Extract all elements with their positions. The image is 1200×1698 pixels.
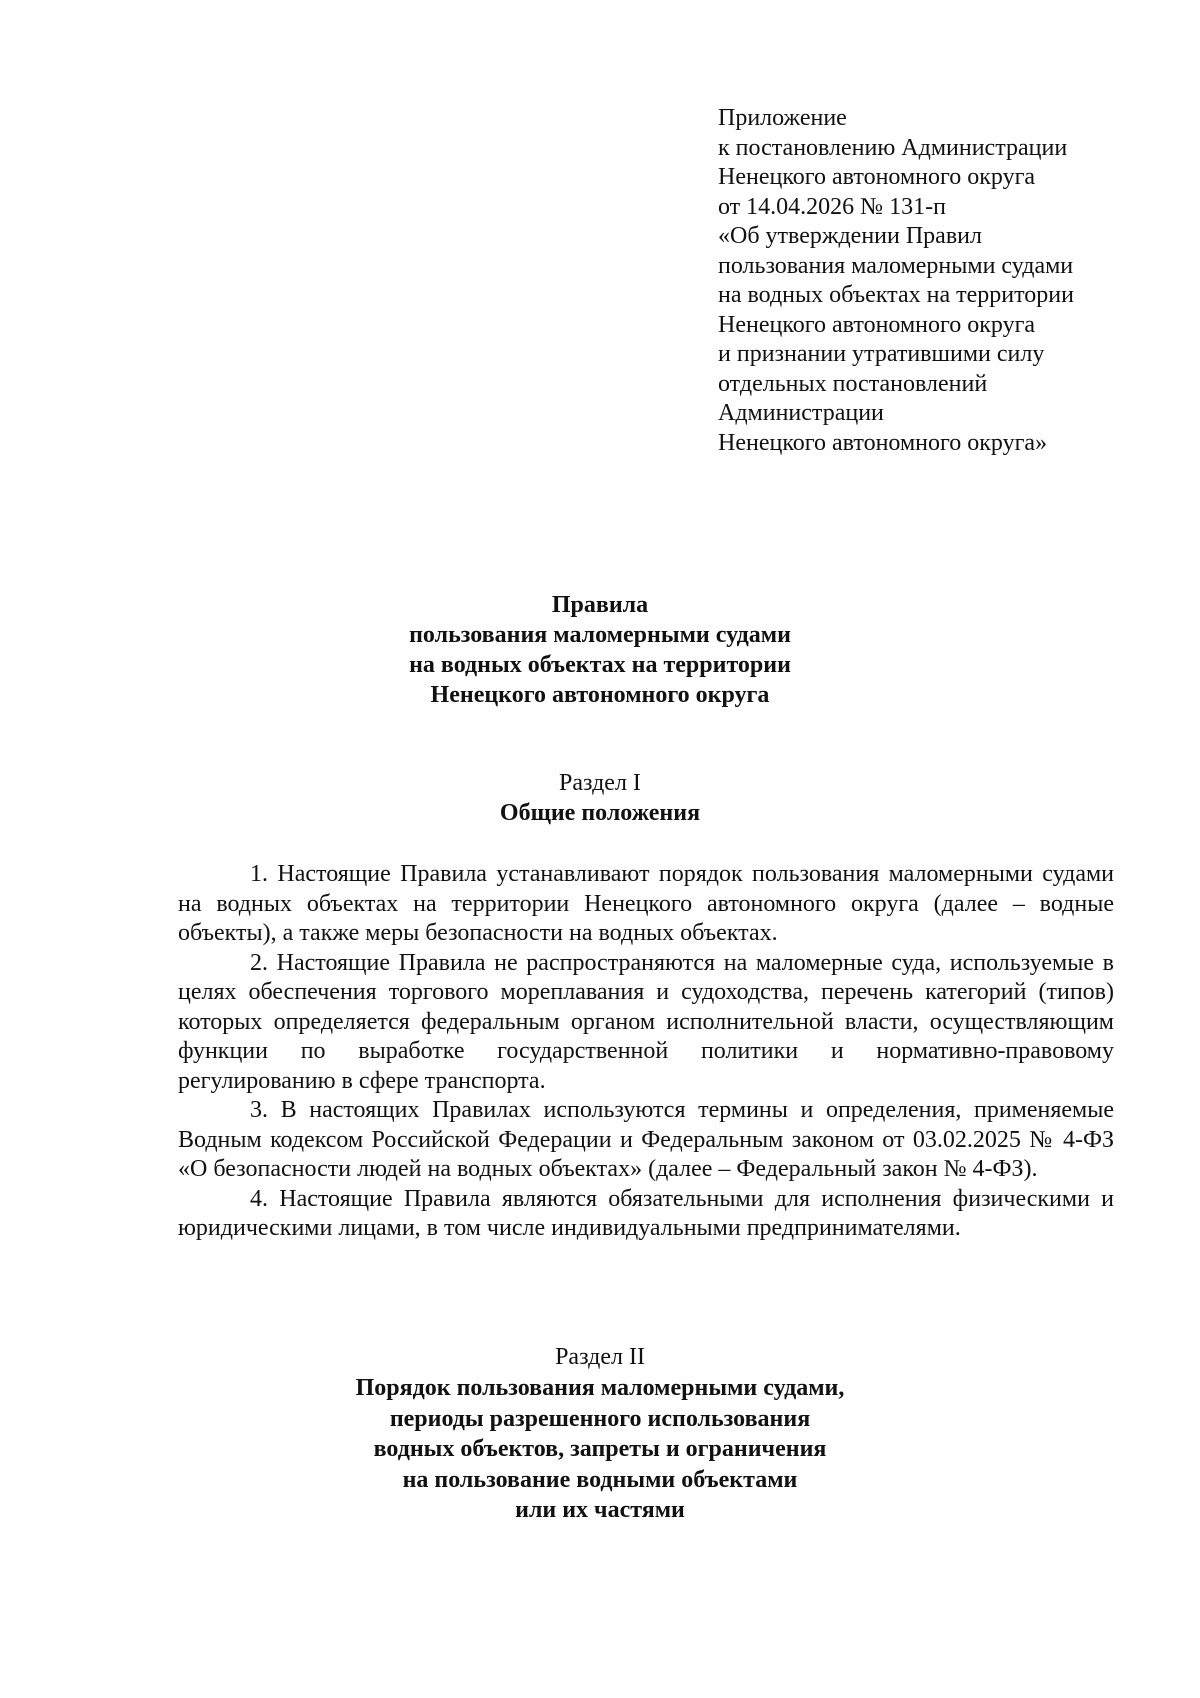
document-title [0, 590, 1200, 710]
appendix-line: Ненецкого автономного округа» [718, 429, 1048, 456]
appendix-line: Приложение [718, 105, 847, 131]
appendix-line: Ненецкого автономного округа [718, 164, 1036, 190]
appendix-line: отдельных постановлений [718, 370, 988, 397]
appendix-line: пользования маломерными судами [718, 252, 1074, 279]
title-line: Правила [551, 592, 649, 618]
appendix-line: «Об утверждении Правил [718, 223, 982, 249]
appendix-line: на водных объектах на территории [718, 282, 1074, 308]
title-line: пользования маломерными судами [409, 622, 791, 648]
appendix-line: Ненецкого автономного округа [718, 311, 1036, 338]
section2-heading [0, 1373, 1200, 1526]
section2-label: Раздел II [555, 1344, 645, 1370]
title-line: на водных объектах на территории [409, 652, 791, 678]
paragraph-3: 3. В настоящих Правилах используются термины и определения, применяемые Водным кодексом Российской Федерации и Федеральным законом от 03.02.2025 № 4-ФЗ «О безопасности людей на водных объектах» (далее – Федеральный закон № 4-ФЗ). [178, 1097, 1114, 1182]
section2-heading-line: на пользование водными объектами [402, 1466, 798, 1493]
section2-heading-line: водных объектов, запреты и ограничения [373, 1436, 827, 1462]
appendix-line: Администрации [718, 400, 884, 426]
paragraph-2: 2. Настоящие Правила не распространяются на маломерные суда, используемые в целях обеспечения торгового мореплавания и судоходства, перечень категорий (типов) которых определяется федеральным органом исполнительной власти, осуществляющим функции по выработке государственной политики и нормативно-правовому регулированию в сфере транспорта. [178, 949, 1114, 1094]
section2-heading-line: Порядок пользования маломерными судами, [355, 1375, 845, 1401]
appendix-line: от 14.04.2026 № 131-п [718, 193, 946, 220]
section2-heading-line: периоды разрешенного использования [389, 1405, 811, 1432]
paragraph-4: 4. Настоящие Правила являются обязательными для исполнения физическими и юридическими лицами, в том числе индивидуальными предпринимателями. [178, 1185, 1114, 1241]
appendix-block [718, 104, 1158, 458]
appendix-line: и признании утратившими силу [718, 341, 1045, 367]
title-line: Ненецкого автономного округа [430, 682, 770, 708]
section1-paragraphs [178, 860, 1114, 1244]
paragraph-1: 1. Настоящие Правила устанавливают порядок пользования маломерными судами на водных объектах на территории Ненецкого автономного округа (далее – водные объекты), а также меры безопасности на водных объектах. [178, 861, 1114, 946]
section1-label: Раздел I [559, 770, 641, 796]
section1-heading: Общие положения [499, 800, 701, 826]
appendix-line: к постановлению Администрации [718, 134, 1068, 161]
section2-heading-line: или их частями [515, 1497, 685, 1523]
